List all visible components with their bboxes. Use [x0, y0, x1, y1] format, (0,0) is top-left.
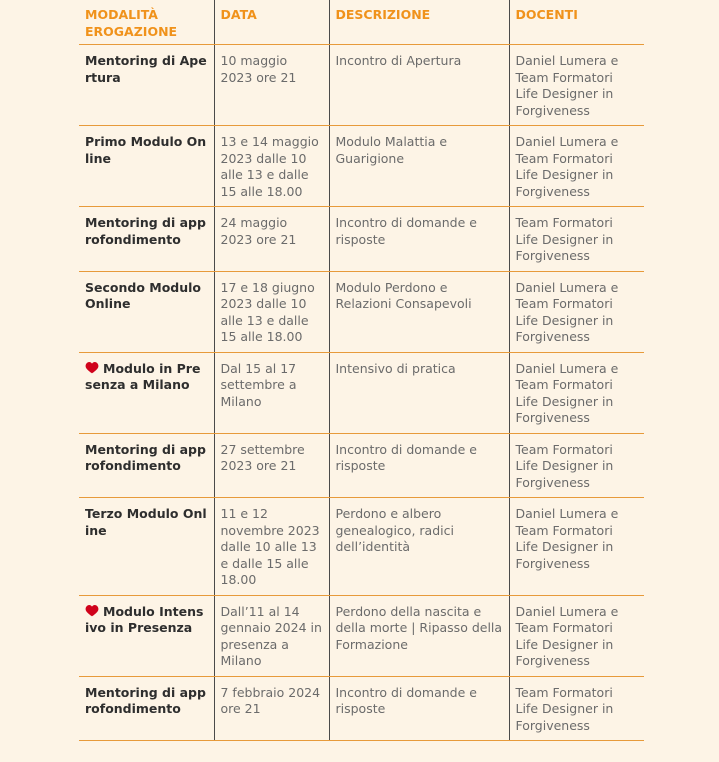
cell-descrizione: Perdono e albero genealogico, radici dell’identità [329, 498, 509, 596]
cell-docenti: Team Formatori Life Designer in Forgiveness [509, 207, 644, 272]
cell-descrizione: Incontro di domande e risposte [329, 433, 509, 498]
cell-modalita [79, 271, 214, 352]
cell-descrizione: Intensivo di pratica [329, 352, 509, 433]
table-row [79, 595, 644, 676]
cell-docenti: Team Formatori Life Designer in Forgiveness [509, 676, 644, 741]
modalita-text: Mentoring di approfondimento [85, 215, 206, 247]
cell-docenti: Team Formatori Life Designer in Forgiveness [509, 433, 644, 498]
modalita-text: Mentoring di approfondimento [85, 441, 206, 473]
modalita-text: Mentoring di Apertura [85, 53, 207, 85]
cell-data: Dall’11 al 14 gennaio 2024 in presenza a Milano [214, 595, 329, 676]
modalita-text: Modulo in Presenza a Milano [85, 360, 201, 392]
cell-data: 17 e 18 giugno 2023 dalle 10 alle 13 e dalle 15 alle 18.00 [214, 271, 329, 352]
header-data: DATA [214, 0, 329, 45]
cell-descrizione: Incontro di Apertura [329, 45, 509, 126]
cell-descrizione: Incontro di domande e risposte [329, 676, 509, 741]
schedule-table [79, 0, 644, 741]
cell-data: 11 e 12 novembre 2023 dalle 10 alle 13 e dalle 15 alle 18.00 [214, 498, 329, 596]
heart-icon [85, 361, 99, 374]
modalita-text: Primo Modulo Online [85, 134, 207, 166]
table-row [79, 271, 644, 352]
table-header-row [79, 0, 644, 45]
cell-modalita [79, 433, 214, 498]
cell-descrizione: Modulo Malattia e Guarigione [329, 126, 509, 207]
modalita-text: Secondo Modulo Online [85, 279, 202, 311]
cell-modalita [79, 126, 214, 207]
cell-modalita [79, 498, 214, 596]
cell-docenti: Daniel Lumera e Team Formatori Life Designer in Forgiveness [509, 45, 644, 126]
cell-data: Dal 15 al 17 settembre a Milano [214, 352, 329, 433]
cell-data: 10 maggio 2023 ore 21 [214, 45, 329, 126]
cell-docenti: Daniel Lumera e Team Formatori Life Designer in Forgiveness [509, 498, 644, 596]
cell-data: 13 e 14 maggio 2023 dalle 10 alle 13 e dalle 15 alle 18.00 [214, 126, 329, 207]
table-row [79, 498, 644, 596]
cell-data: 7 febbraio 2024 ore 21 [214, 676, 329, 741]
cell-docenti: Daniel Lumera e Team Formatori Life Designer in Forgiveness [509, 271, 644, 352]
table-row [79, 676, 644, 741]
header-descrizione: DESCRIZIONE [329, 0, 509, 45]
cell-data: 24 maggio 2023 ore 21 [214, 207, 329, 272]
cell-docenti: Daniel Lumera e Team Formatori Life Designer in Forgiveness [509, 352, 644, 433]
cell-docenti: Daniel Lumera e Team Formatori Life Designer in Forgiveness [509, 126, 644, 207]
table-row [79, 126, 644, 207]
heart-icon [85, 604, 99, 617]
table-row [79, 45, 644, 126]
header-modalita: MODALITÀ EROGAZIONE [79, 0, 214, 45]
cell-modalita [79, 352, 214, 433]
table-row [79, 352, 644, 433]
modalita-text: Terzo Modulo Online [85, 506, 207, 538]
table-row [79, 207, 644, 272]
schedule-table-container [79, 0, 644, 741]
cell-modalita [79, 676, 214, 741]
cell-descrizione: Modulo Perdono e Relazioni Consapevoli [329, 271, 509, 352]
cell-data: 27 settembre 2023 ore 21 [214, 433, 329, 498]
header-docenti: DOCENTI [509, 0, 644, 45]
cell-modalita [79, 45, 214, 126]
cell-descrizione: Incontro di domande e risposte [329, 207, 509, 272]
cell-docenti: Daniel Lumera e Team Formatori Life Designer in Forgiveness [509, 595, 644, 676]
cell-modalita [79, 595, 214, 676]
modalita-text: Modulo Intensivo in Presenza [85, 603, 204, 635]
modalita-text: Mentoring di approfondimento [85, 684, 206, 716]
cell-modalita [79, 207, 214, 272]
cell-descrizione: Perdono della nascita e della morte | Ripasso della Formazione [329, 595, 509, 676]
table-row [79, 433, 644, 498]
